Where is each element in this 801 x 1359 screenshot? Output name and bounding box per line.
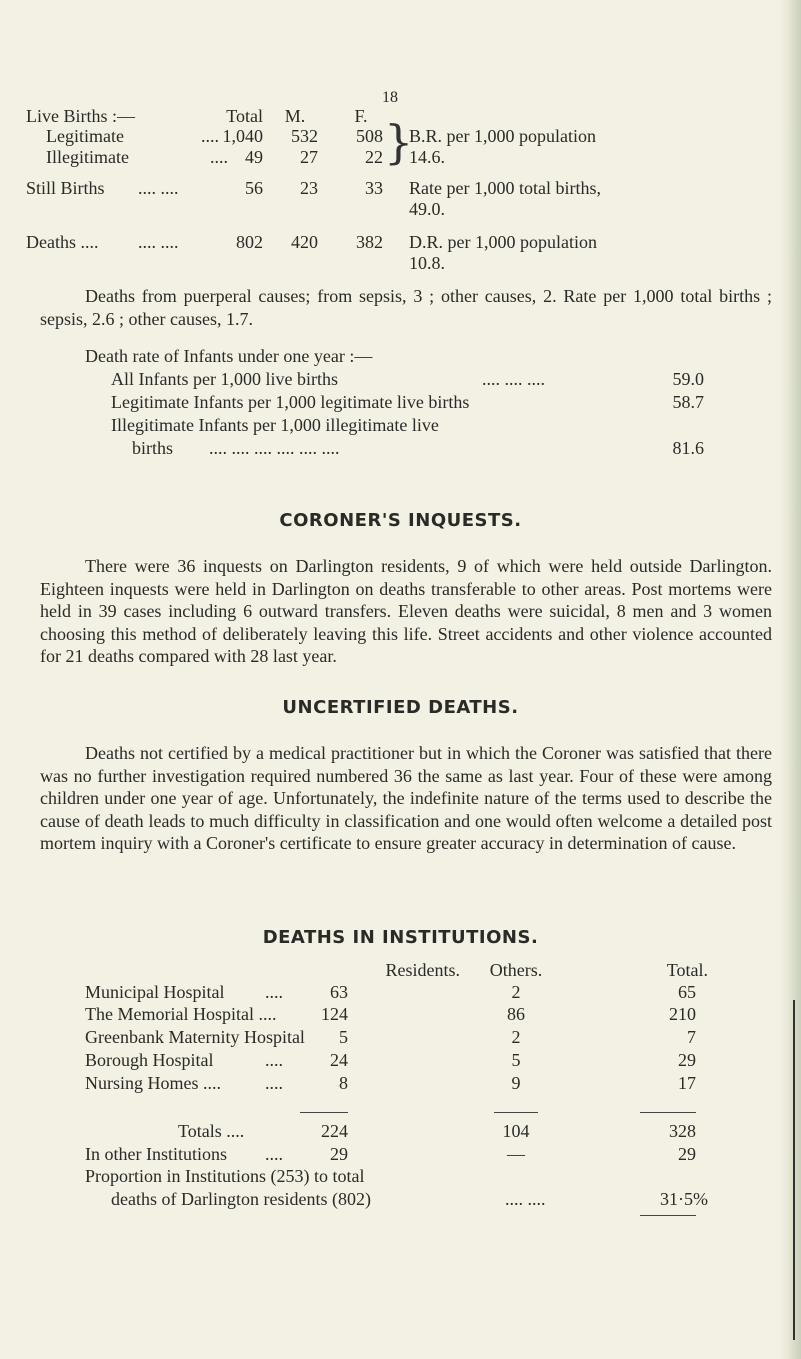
institution-row-total: 29 — [678, 1050, 696, 1070]
col-total-header: Total. — [666, 960, 708, 980]
proportion-label: Proportion in Institutions (253) to total — [85, 1166, 365, 1186]
infant-row-label: Legitimate Infants per 1,000 legitimate live births — [111, 392, 470, 412]
col-total-header: Total — [226, 106, 263, 126]
col-m-header: M. — [284, 106, 306, 126]
institution-row-residents: 124 — [321, 1004, 348, 1024]
totals-total: 328 — [669, 1121, 696, 1141]
still-note: Rate per 1,000 total births, — [409, 178, 601, 198]
sum-rule — [300, 1112, 348, 1113]
births-row-m: 27 — [300, 147, 318, 167]
births-row-label: Still Births — [26, 178, 105, 198]
col-others-header: Others. — [489, 960, 543, 980]
totals-label: Totals .... — [178, 1121, 245, 1141]
totals-others: 104 — [502, 1121, 530, 1141]
uncertified-paragraph — [40, 742, 772, 855]
infant-row-value: 58.7 — [672, 392, 704, 412]
col-residents-header: Residents. — [385, 960, 460, 980]
infant-row-label: All Infants per 1,000 live births — [111, 369, 338, 389]
totals-residents: 224 — [321, 1121, 348, 1141]
coroner-text: There were 36 inquests on Darlington residents, 9 of which were held outside Darlington. Eighteen inquests were held in Darlington on deaths transferable to other areas. Post mortems were held in 39 cases including 6 outward transfers. Eleven deaths were suicidal, 8 men and 3 women choosing this method of deliberately leaving this life. Street accidents and other violence accounted for 21 deaths compared with 28 last year. — [40, 556, 772, 666]
institution-row-others: 2 — [511, 1027, 521, 1047]
births-row-m: 420 — [291, 232, 318, 252]
infant-row-value: 81.6 — [672, 438, 704, 458]
infant-row-value: 59.0 — [672, 369, 704, 389]
births-row-label: Deaths .... — [26, 232, 99, 252]
sum-rule — [494, 1112, 538, 1113]
births-row-f: 382 — [356, 232, 383, 252]
infant-row-dots: .... .... .... .... .... .... — [209, 438, 340, 458]
institution-row-total: 65 — [678, 982, 696, 1002]
births-row-dots: .... .... — [138, 232, 179, 252]
institution-row-residents: 24 — [330, 1050, 348, 1070]
dr-note: D.R. per 1,000 population — [409, 232, 597, 252]
institution-row-others: 9 — [511, 1073, 521, 1093]
puerperal-paragraph — [40, 285, 772, 330]
institution-row-total: 17 — [678, 1073, 696, 1093]
births-row-label: Legitimate — [46, 126, 124, 146]
births-row-dots: .... — [201, 126, 219, 146]
still-note-value: 49.0. — [409, 199, 445, 219]
proportion-dots: .... .... — [505, 1189, 546, 1209]
births-heading: Live Births :— — [26, 106, 135, 126]
institution-row-label: Borough Hospital — [85, 1050, 214, 1070]
other-institutions-dots: .... — [265, 1144, 283, 1164]
births-row-f: 22 — [365, 147, 383, 167]
institution-row-total: 210 — [669, 1004, 696, 1024]
other-institutions-residents: 29 — [330, 1144, 348, 1164]
births-row-f: 33 — [365, 178, 383, 198]
col-f-header: F. — [354, 106, 368, 126]
institution-row-others: 2 — [511, 982, 521, 1002]
infant-row-label: Illegitimate Infants per 1,000 illegitimate live — [111, 415, 439, 435]
institution-row-dots: .... — [265, 982, 283, 1002]
other-institutions-total: 29 — [678, 1144, 696, 1164]
infant-row-label-cont: births — [132, 438, 174, 458]
section-heading-coroner: CORONER'S INQUESTS. — [279, 510, 522, 531]
institution-row-residents: 8 — [339, 1073, 348, 1093]
institution-row-residents: 5 — [339, 1027, 348, 1047]
institution-row-dots: .... — [265, 1073, 283, 1093]
proportion-label-cont: deaths of Darlington residents (802) — [111, 1189, 371, 1209]
institution-row-dots: .... — [265, 1050, 283, 1070]
institution-row-residents: 63 — [330, 982, 348, 1002]
institution-row-label: Greenbank Maternity Hospital — [85, 1027, 305, 1047]
births-row-m: 532 — [291, 126, 318, 146]
page-number: 18 — [382, 89, 398, 106]
institution-row-label: The Memorial Hospital .... — [85, 1004, 277, 1024]
other-institutions-label: In other Institutions — [85, 1144, 227, 1164]
sum-rule — [640, 1112, 696, 1113]
puerperal-text: Deaths from puerperal causes; from sepsis, 3 ; other causes, 2. Rate per 1,000 total births ; sepsis, 2.6 ; other causes, 1.7. — [40, 286, 772, 329]
uncertified-text: Deaths not certified by a medical practitioner but in which the Coroner was satisfied that there was no further investigation required numbered 36 the same as last year. Four of these were among children under one year of age. Unfortunately, the indefinite nature of the terms used to describe the cause of death leads to much difficulty in classification and one would often welcome a detailed post mortem inquiry with a Coroner's certificate to ensure greater accuracy in determination of cause. — [40, 743, 772, 853]
br-note: B.R. per 1,000 population — [409, 126, 596, 146]
final-rule — [640, 1215, 696, 1216]
births-row-dots: .... .... — [138, 178, 179, 198]
births-row-total: 56 — [245, 178, 263, 198]
births-row-m: 23 — [300, 178, 318, 198]
births-row-total: 1,040 — [222, 126, 263, 146]
institution-row-others: 5 — [511, 1050, 521, 1070]
institution-row-others: 86 — [507, 1004, 525, 1024]
births-row-label: Illegitimate — [46, 147, 129, 167]
infant-heading: Death rate of Infants under one year :— — [85, 346, 373, 366]
brace-glyph: } — [384, 115, 414, 169]
dr-note-value: 10.8. — [409, 253, 445, 273]
binding-line — [793, 1000, 795, 1340]
other-institutions-others: — — [507, 1144, 525, 1164]
section-heading-institutions: DEATHS IN INSTITUTIONS. — [262, 927, 539, 948]
births-row-f: 508 — [356, 126, 383, 146]
page-edge-shadow — [779, 0, 801, 1359]
br-note-value: 14.6. — [409, 147, 445, 167]
institution-row-total: 7 — [687, 1027, 696, 1047]
infant-row-dots: .... .... .... — [482, 369, 545, 389]
section-heading-uncertified: UNCERTIFIED DEATHS. — [282, 697, 519, 718]
coroner-paragraph — [40, 555, 772, 668]
institution-row-label: Municipal Hospital — [85, 982, 225, 1002]
births-row-dots: .... — [210, 147, 228, 167]
births-row-total: 802 — [236, 232, 263, 252]
institution-row-label: Nursing Homes .... — [85, 1073, 221, 1093]
births-row-total: 49 — [245, 147, 263, 167]
proportion-value: 31·5% — [660, 1189, 708, 1209]
